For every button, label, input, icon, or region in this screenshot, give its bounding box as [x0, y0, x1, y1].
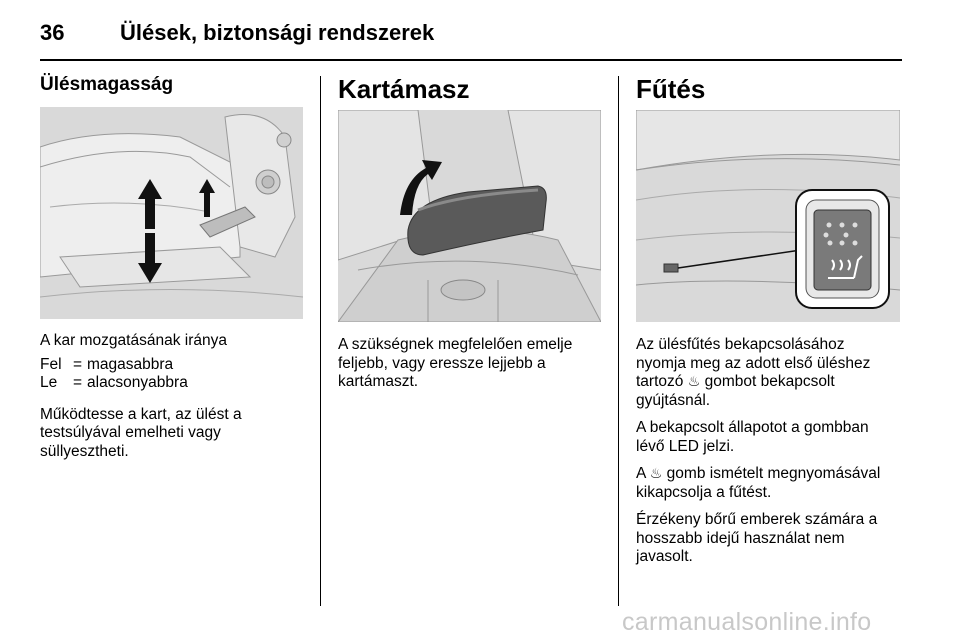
text-line: Az ülésfűtés bekapcsolásához: [636, 336, 845, 353]
paragraph: [40, 406, 310, 462]
armrest-text: [338, 336, 608, 401]
def-desc: alacsonyabbra: [87, 374, 188, 391]
def-desc: magasabbra: [87, 355, 174, 373]
column-divider: [618, 76, 619, 606]
def-term: Le: [40, 374, 58, 391]
text-line: gomb ismételt megnyomásával: [666, 465, 881, 482]
text-line: A bekapcsolt állapotot a gombban: [636, 419, 869, 436]
text-line: hosszabb idejű használat nem: [636, 529, 845, 547]
paragraph: [338, 336, 608, 392]
text-line: gyújtásnál.: [636, 391, 711, 409]
def-sep: =: [73, 374, 83, 391]
heating-text: [636, 336, 911, 576]
armrest-illustration: [338, 110, 601, 322]
text-line: tartozó: [636, 373, 684, 390]
text-line: kikapcsolja a fűtést.: [636, 483, 772, 501]
seat-heat-icon: ♨: [687, 374, 701, 390]
text-line: nyomja meg az adott első üléshez: [636, 354, 871, 372]
text-line: Működtesse a kart, az ülést a: [40, 405, 242, 423]
text-line: testsúlyával emelheti vagy: [40, 424, 221, 441]
column-divider: [320, 76, 321, 606]
chapter-title: Ülések, biztonsági rendszerek: [120, 20, 435, 45]
text-line: Érzékeny bőrű emberek számára a: [636, 511, 878, 528]
watermark: carmanualsonline.info: [622, 608, 872, 636]
def-sep: =: [73, 355, 83, 373]
seat-heat-icon: ♨: [649, 466, 663, 482]
definition-list: [40, 356, 310, 393]
text-line: feljebb, vagy eressze lejjebb a: [338, 354, 546, 372]
text-line: kartámaszt.: [338, 373, 419, 390]
text-line: lévő LED jelzi.: [636, 437, 735, 455]
text-line: süllyesztheti.: [40, 442, 129, 460]
text-line: A: [636, 465, 646, 482]
section-title-heating: Fűtés: [636, 74, 706, 104]
def-term: Fel: [40, 355, 62, 373]
seat-height-illustration: [40, 107, 303, 319]
text-line: gombot bekapcsolt: [704, 373, 835, 390]
seat-height-text: [40, 332, 310, 470]
page-number: 36: [40, 20, 65, 45]
header-rule: [40, 59, 902, 61]
section-title-seat-height: Ülésmagasság: [40, 74, 174, 95]
seat-heating-illustration: [636, 110, 900, 322]
text-line: A szükségnek megfelelően emelje: [338, 336, 573, 353]
caption: A kar mozgatásának iránya: [40, 332, 227, 349]
paragraph: [636, 336, 911, 410]
paragraph: [636, 511, 911, 567]
paragraph: [636, 419, 911, 456]
text-line: javasolt.: [636, 548, 693, 565]
section-title-armrest: Kartámasz: [338, 74, 470, 104]
paragraph: [636, 465, 911, 502]
